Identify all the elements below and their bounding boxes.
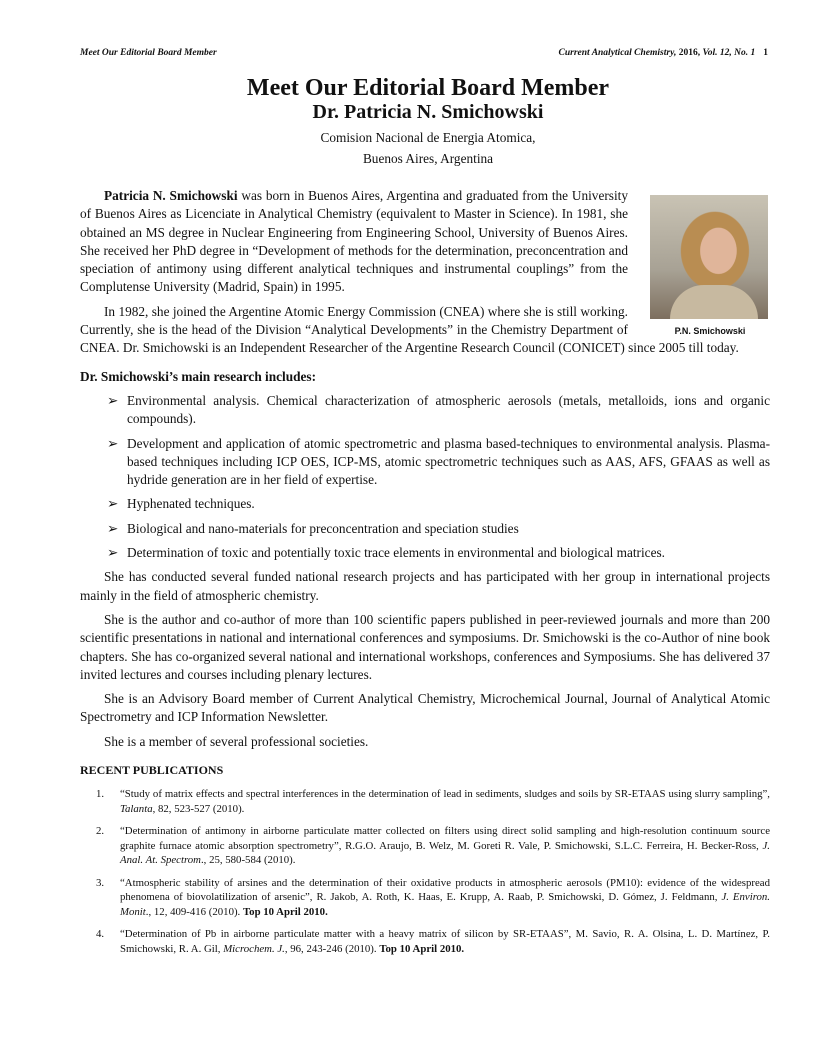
portrait-figure <box>640 195 770 335</box>
publication-details: ., 25, 580-584 (2010). <box>200 854 296 867</box>
publication-journal: J. Environ. Monit <box>120 891 770 918</box>
arrow-bullet-icon: ➢ <box>107 545 119 561</box>
member-name: Dr. Patricia N. Smichowski <box>312 101 544 123</box>
research-item-text: Environmental analysis. Chemical characterization of atmospheric aerosols (metals, metalloids, ions and organic compounds). <box>127 392 770 427</box>
publication-number: 2. <box>96 825 105 838</box>
journal-year: 2016, <box>676 48 703 58</box>
publications-list <box>80 787 770 956</box>
publication-details: , 82, 523-527 (2010). <box>152 802 245 815</box>
page-title: Meet Our Editorial Board Member <box>246 75 610 101</box>
journal-volume: Vol. 12, No. 1 <box>702 48 756 58</box>
publication-note: Top 10 April 2010. <box>242 905 328 918</box>
affiliation-line: Comision Nacional de Energia Atomica, <box>320 130 536 145</box>
affiliation <box>0 127 816 169</box>
publication-journal: Talanta <box>120 802 153 815</box>
publication-number: 1. <box>96 788 105 801</box>
publication-details: , 96, 243-246 (2010). <box>284 942 380 955</box>
publication-journal: J. Anal. At. Spectrom <box>120 839 770 867</box>
publication-text: “Atmospheric stability of arsines and the determination of their oxidative products in atmospheric aerosols (PM10): evidence of the widespread phenomena of biovolatilization of arsenic”, R. Jakob, A. Roth, K. Haas, E. Krupp, A. Raab, P. Smichowski, D. Gómez, J. Feldmann, <box>120 876 770 904</box>
bio-paragraph: In 1982, she joined the Argentine Atomic Energy Commission (CNEA) where she is still working. Currently, she is the head of the Division “Analytical Developments” in the Chemistry Department of CNEA. Dr. Smichowski is an Independent Researcher of the Argentine Research Council (CONICET) since 2005 till today. <box>80 303 739 356</box>
body-paragraph: She is an Advisory Board member of Current Analytical Chemistry, Microchemical Journal, Journal of Analytical Atomic Spectrometry and ICP Information Newsletter. <box>80 691 770 725</box>
research-item <box>107 495 770 513</box>
publication-journal: Microchem. J. <box>223 942 285 955</box>
publications-heading: RECENT PUBLICATIONS <box>80 763 224 778</box>
research-item <box>107 520 770 538</box>
running-header-right <box>559 48 768 58</box>
arrow-bullet-icon: ➢ <box>107 435 119 451</box>
publication-item <box>96 824 770 868</box>
body-paragraph: She is the author and co-author of more than 100 scientific papers published in peer-reviewed journals and more than 200 scientific presentations in national and international conferences and symposiums. Dr. Smichowski is the co-Author of nine book chapters. She has co-organized several national and international workshops, conferences and Symposiums. She has delivered 37 invited lectures and courses including plenary lectures. <box>80 611 770 682</box>
arrow-bullet-icon: ➢ <box>107 392 119 408</box>
publication-number: 4. <box>96 928 105 941</box>
portrait-photo <box>650 195 768 319</box>
arrow-bullet-icon: ➢ <box>107 520 119 536</box>
research-item-text: Determination of toxic and potentially toxic trace elements in environmental and biological matrices. <box>127 545 665 561</box>
arrow-bullet-icon: ➢ <box>107 496 119 512</box>
publication-item <box>96 787 770 816</box>
research-item <box>107 544 770 562</box>
bio-name: Patricia N. Smichowski <box>104 188 238 203</box>
photo-caption: P.N. Smichowski <box>674 326 746 336</box>
publication-text: “Determination of antimony in airborne particulate matter collected on filters using direct solid sampling and high-resolution continuum source graphite furnace atomic absorption spectrometry”, R.G.O. Araujo, B. Welz, M. Goreti R. Vale, P. Smichowski, S.L.C. Ferreira, H. Becker-Ross, <box>120 825 770 852</box>
page-number: 1 <box>763 48 768 58</box>
publication-item <box>96 927 770 956</box>
body-paragraph: She is a member of several professional societies. <box>104 733 369 749</box>
research-item-text: Biological and nano-materials for preconcentration and speciation studies <box>127 520 519 536</box>
research-heading: Dr. Smichowski’s main research includes: <box>80 368 317 384</box>
affiliation-line: Buenos Aires, Argentina <box>362 151 494 166</box>
publication-details: ., 12, 409-416 (2010). <box>145 905 243 918</box>
research-item <box>107 435 770 490</box>
research-item <box>107 392 770 429</box>
publication-number: 3. <box>96 876 105 889</box>
article-body <box>80 187 770 964</box>
research-item-text: Development and application of atomic spectrometric and plasma based-techniques to environmental analysis. Plasma-based techniques including ICP OES, ICP-MS, atomic spectrometric techniques such as AAS, AFS, GFAAS as well as hydride generation are in her field of expertise. <box>127 435 770 488</box>
publication-text: “Study of matrix effects and spectral interferences in the determination of lead in sediments, sludges and soils by SR-ETAAS using slurry sampling”, <box>120 788 770 801</box>
research-list <box>80 392 770 562</box>
body-paragraph: She has conducted several funded national research projects and has participated with her group in international projects mainly in the field of atmospheric chemistry. <box>80 569 770 603</box>
journal-name: Current Analytical Chemistry, <box>558 48 677 58</box>
publication-text: “Determination of Pb in airborne particulate matter with a heavy matrix of silicon by SR-ETAAS”, M. Savio, R. A. Olsina, L. D. Martínez, P. Smichowski, R. A. Gil, <box>120 928 770 955</box>
bio-text: was born in Buenos Aires, Argentina and graduated from the University of Buenos Aires as Licenciate in Analytical Chemistry (equivalent to Master in Science). In 1981, she obtained an MS degree in Nuclear Engineering from Engineering School, University of Buenos Aires. She received her PhD degree in “Development of methods for the determination, preconcentration and speciation of antimony using different analytical techniques and instrumental couplings” from the Complutense University (Madrid, Spain) in 1995. <box>80 188 629 295</box>
publication-item <box>96 876 770 920</box>
research-item-text: Hyphenated techniques. <box>127 496 255 512</box>
running-header-left: Meet Our Editorial Board Member <box>80 48 217 58</box>
publication-note: Top 10 April 2010. <box>379 942 465 955</box>
